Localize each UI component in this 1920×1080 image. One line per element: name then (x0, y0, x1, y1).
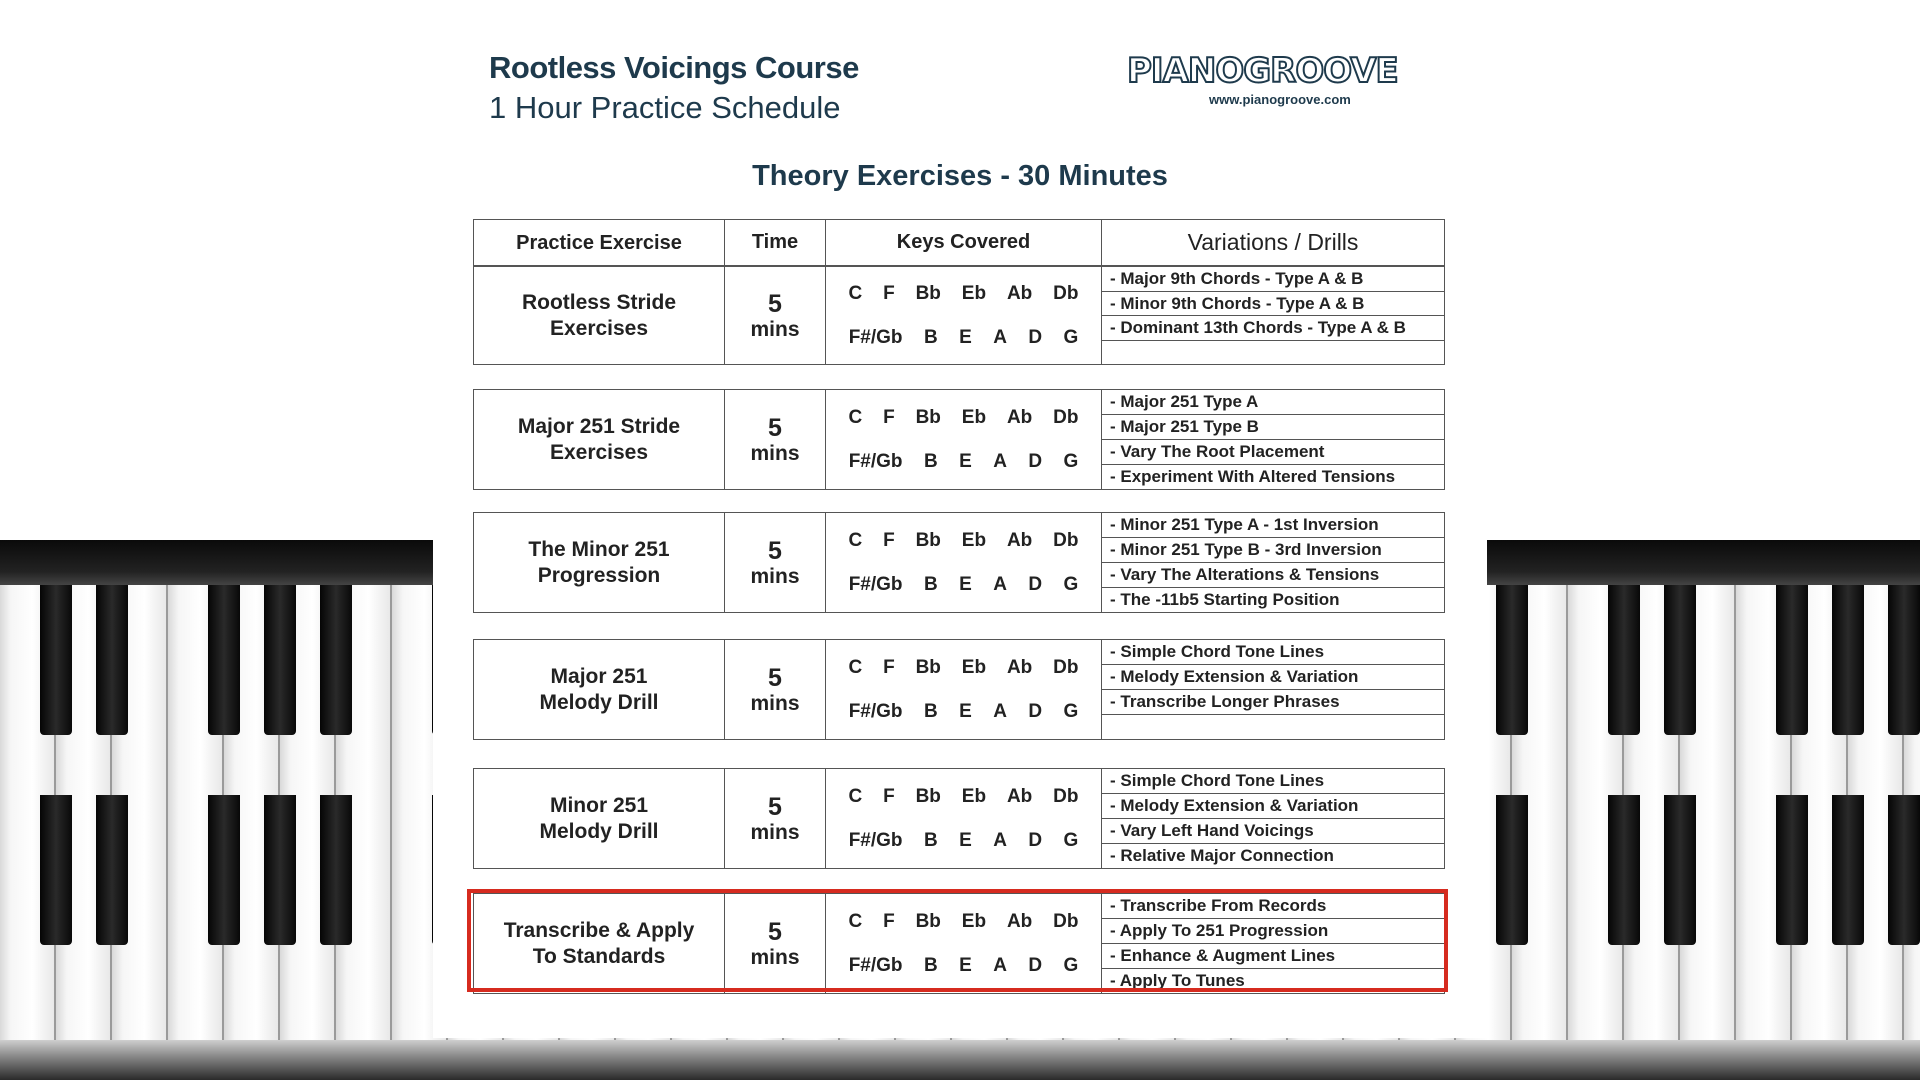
key-label: F#/Gb (848, 954, 903, 976)
key-label: Bb (915, 529, 941, 551)
key-label: Ab (1006, 406, 1033, 428)
key-label: G (1063, 954, 1079, 976)
time-value: 5 (768, 663, 782, 692)
black-key (208, 795, 240, 945)
keys-row-2 (826, 327, 1101, 349)
key-label: F#/Gb (848, 700, 903, 722)
key-label: G (1063, 450, 1079, 472)
key-label: E (959, 326, 972, 348)
key-label: Ab (1006, 910, 1033, 932)
time-value: 5 (768, 289, 782, 318)
black-key (264, 795, 296, 945)
variation-item: - Vary The Alterations & Tensions (1102, 563, 1444, 588)
key-label: F#/Gb (848, 829, 903, 851)
variations-list (1102, 769, 1445, 869)
black-key (1888, 585, 1920, 735)
key-label: C (848, 656, 863, 678)
black-key (264, 585, 296, 735)
key-label: Ab (1006, 656, 1033, 678)
key-label: D (1028, 326, 1043, 348)
key-label: D (1028, 450, 1043, 472)
keys-row-2 (826, 451, 1101, 473)
black-key (1496, 585, 1528, 735)
variation-item: - Relative Major Connection (1110, 846, 1334, 865)
section-title: Theory Exercises - 30 Minutes (752, 160, 1168, 192)
key-label: Eb (961, 529, 987, 551)
variation-item: - Vary Left Hand Voicings (1102, 819, 1444, 844)
variations-list (1102, 640, 1445, 740)
course-title: Rootless Voicings Course (489, 50, 859, 85)
exercise-name-line2: Exercises (549, 440, 649, 464)
time-unit: mins (750, 564, 800, 588)
key-label: F (883, 910, 895, 932)
time-unit: mins (750, 691, 800, 715)
key-label: G (1063, 573, 1079, 595)
black-key (96, 795, 128, 945)
keys-covered (826, 390, 1102, 490)
key-label: B (923, 573, 938, 595)
exercise-name-line1: Minor 251 (549, 793, 649, 817)
exercise-name-line1: Transcribe & Apply (503, 918, 695, 942)
key-label: Db (1053, 406, 1079, 428)
exercise-name-line1: The Minor 251 (528, 537, 670, 561)
key-label: D (1028, 573, 1043, 595)
logo-wordmark: PIANOGROOVE (1127, 51, 1398, 91)
variation-item: - Simple Chord Tone Lines (1102, 640, 1444, 665)
key-label: F (883, 529, 895, 551)
key-label: Db (1053, 529, 1079, 551)
key-label: Eb (961, 282, 987, 304)
key-label: B (923, 326, 938, 348)
variations-list (1102, 267, 1445, 365)
variation-item: - Simple Chord Tone Lines (1102, 769, 1444, 794)
logo-url: www.pianogroove.com (1209, 92, 1351, 107)
key-label: D (1028, 954, 1043, 976)
column-header-exercise: Practice Exercise (474, 220, 725, 266)
exercise-block (473, 389, 1445, 490)
key-label: Bb (915, 282, 941, 304)
key-label: A (993, 700, 1007, 722)
key-label: E (959, 700, 972, 722)
exercise-name (474, 267, 725, 365)
exercise-time (725, 640, 826, 740)
variation-item: - Enhance & Augment Lines (1102, 944, 1444, 969)
exercise-time (725, 267, 826, 365)
keys-row-2 (826, 830, 1101, 852)
key-label: Db (1053, 656, 1079, 678)
time-value: 5 (768, 413, 782, 442)
keys-row-1 (826, 530, 1101, 552)
variation-item: - Melody Extension & Variation (1102, 665, 1444, 690)
variation-item: - Major 251 Type A (1102, 390, 1444, 415)
exercise-name-line2: To Standards (532, 944, 666, 968)
keys-row-2 (826, 574, 1101, 596)
time-unit: mins (750, 441, 800, 465)
black-key (40, 795, 72, 945)
black-key (1776, 795, 1808, 945)
key-label: G (1063, 700, 1079, 722)
exercise-name (474, 640, 725, 740)
key-label: Db (1053, 785, 1079, 807)
key-label: A (993, 573, 1007, 595)
variation-item: - Experiment With Altered Tensions (1110, 467, 1396, 486)
key-label: G (1063, 326, 1079, 348)
time-value: 5 (768, 917, 782, 946)
key-label: B (923, 450, 938, 472)
variation-item: - The -11b5 Starting Position (1110, 590, 1340, 609)
key-label: F (883, 282, 895, 304)
keys-row-1 (826, 786, 1101, 808)
key-label: Ab (1006, 529, 1033, 551)
pianogroove-logo (1127, 51, 1398, 112)
key-label: Eb (961, 785, 987, 807)
key-label: C (848, 910, 863, 932)
key-label: G (1063, 829, 1079, 851)
key-label: F#/Gb (848, 573, 903, 595)
column-header-variations: Variations / Drills (1102, 220, 1445, 266)
key-label: B (923, 954, 938, 976)
black-key (1608, 795, 1640, 945)
keys-covered (826, 267, 1102, 365)
exercise-name-line2: Melody Drill (539, 819, 659, 843)
black-key (96, 585, 128, 735)
keys-row-1 (826, 407, 1101, 429)
key-label: D (1028, 829, 1043, 851)
variation-item: - Major 9th Chords - Type A & B (1102, 267, 1444, 292)
exercise-name (474, 390, 725, 490)
black-key (1608, 585, 1640, 735)
key-label: Bb (915, 656, 941, 678)
key-label: Eb (961, 406, 987, 428)
exercise-block (473, 768, 1445, 869)
time-value: 5 (768, 792, 782, 821)
exercise-time (725, 769, 826, 869)
key-label: Db (1053, 282, 1079, 304)
black-key (1664, 585, 1696, 735)
key-label: Ab (1006, 785, 1033, 807)
time-value: 5 (768, 536, 782, 565)
variation-item: - Minor 9th Chords - Type A & B (1102, 292, 1444, 317)
key-label: A (993, 829, 1007, 851)
key-label: Eb (961, 910, 987, 932)
key-label: E (959, 450, 972, 472)
course-subtitle: 1 Hour Practice Schedule (489, 90, 841, 125)
time-unit: mins (750, 945, 800, 969)
keys-row-1 (826, 283, 1101, 305)
key-label: E (959, 829, 972, 851)
variation-item: - Minor 251 Type A - 1st Inversion (1102, 513, 1444, 538)
exercise-name (474, 769, 725, 869)
variation-item: - Melody Extension & Variation (1102, 794, 1444, 819)
exercise-time (725, 390, 826, 490)
keys-covered (826, 640, 1102, 740)
keys-row-1 (826, 657, 1101, 679)
black-key (1888, 795, 1920, 945)
black-key (208, 585, 240, 735)
column-header-time: Time (725, 220, 826, 266)
key-label: A (993, 326, 1007, 348)
key-label: F (883, 656, 895, 678)
variation-item: - Apply To 251 Progression (1102, 919, 1444, 944)
key-label: F (883, 406, 895, 428)
key-label: A (993, 954, 1007, 976)
key-label: Bb (915, 406, 941, 428)
time-unit: mins (750, 820, 800, 844)
variation-item (1102, 341, 1444, 365)
highlight-box (467, 889, 1448, 992)
key-label: Db (1053, 910, 1079, 932)
exercise-block (473, 266, 1445, 365)
key-label: B (923, 829, 938, 851)
black-key (320, 585, 352, 735)
black-key (1832, 585, 1864, 735)
exercise-name-line1: Rootless Stride (521, 290, 677, 314)
variation-item: - Vary The Root Placement (1102, 440, 1444, 465)
variation-item (1102, 715, 1444, 739)
black-key (40, 585, 72, 735)
black-key (1776, 585, 1808, 735)
key-label: B (923, 700, 938, 722)
key-label: F#/Gb (848, 326, 903, 348)
key-label: C (848, 785, 863, 807)
exercise-name (474, 513, 725, 613)
black-key (1496, 795, 1528, 945)
variation-item: - Minor 251 Type B - 3rd Inversion (1102, 538, 1444, 563)
key-label: Ab (1006, 282, 1033, 304)
key-label: Eb (961, 656, 987, 678)
variations-list (1102, 390, 1445, 490)
keys-covered (826, 769, 1102, 869)
exercise-name-line2: Progression (537, 563, 661, 587)
key-label: Bb (915, 910, 941, 932)
keys-covered (826, 513, 1102, 613)
variation-item: - Apply To Tunes (1110, 971, 1245, 990)
variation-item: - Dominant 13th Chords - Type A & B (1102, 316, 1444, 341)
key-label: E (959, 954, 972, 976)
key-label: F (883, 785, 895, 807)
piano-floor (0, 1040, 1920, 1080)
key-label: D (1028, 700, 1043, 722)
practice-schedule-sheet (433, 0, 1487, 1038)
keys-row-2 (826, 701, 1101, 723)
column-header-keys: Keys Covered (826, 220, 1102, 266)
variations-list (1102, 513, 1445, 613)
exercise-name-line2: Melody Drill (539, 690, 659, 714)
exercise-block (473, 512, 1445, 613)
variation-item: - Major 251 Type B (1102, 415, 1444, 440)
key-label: F#/Gb (848, 450, 903, 472)
time-unit: mins (750, 317, 800, 341)
key-label: C (848, 406, 863, 428)
exercise-name-line1: Major 251 Stride (517, 414, 681, 438)
key-label: A (993, 450, 1007, 472)
black-key (1832, 795, 1864, 945)
exercise-name-line1: Major 251 (550, 664, 648, 688)
exercise-block (473, 639, 1445, 740)
black-key (320, 795, 352, 945)
key-label: C (848, 282, 863, 304)
table-header (473, 219, 1445, 266)
exercise-time (725, 513, 826, 613)
exercise-name-line2: Exercises (549, 316, 649, 340)
variation-item: - Transcribe From Records (1102, 894, 1444, 919)
key-label: E (959, 573, 972, 595)
black-key (1664, 795, 1696, 945)
variation-item: - Transcribe Longer Phrases (1102, 690, 1444, 715)
key-label: C (848, 529, 863, 551)
key-label: Bb (915, 785, 941, 807)
